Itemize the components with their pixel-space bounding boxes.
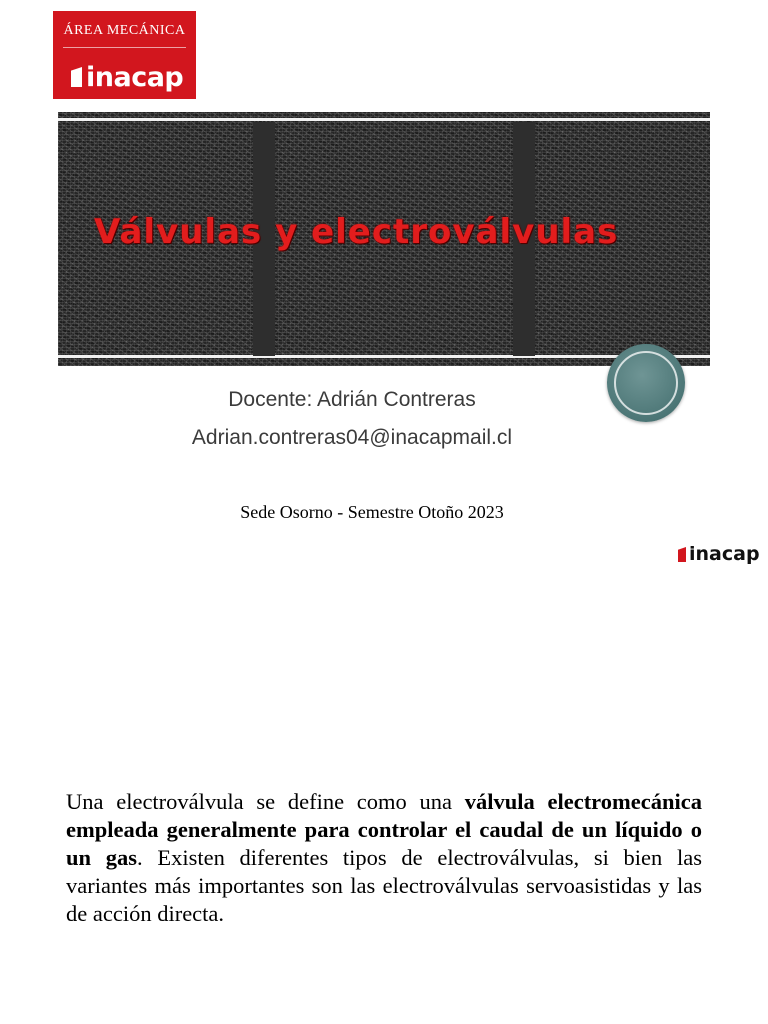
paragraph-bold-definition: válvula electromecánica empleada generalmente para controlar el caudal de un líquido o un gas <box>66 789 702 870</box>
campus-semester: Sede Osorno - Semestre Otoño 2023 <box>240 502 504 522</box>
inacap-mark-icon <box>71 67 82 87</box>
page-title: Válvulas y electroválvulas <box>94 212 619 252</box>
inacap-small-mark-icon <box>678 547 686 562</box>
small-logo-word: inacap <box>689 543 760 565</box>
paragraph-rest: . Existen diferentes tipos de electroválvulas, si bien las variantes más importantes son las electroválvulas servoasistidas y las de acción directa. <box>66 845 702 926</box>
title-banner <box>58 112 710 366</box>
logo-divider <box>63 47 186 48</box>
logo-brand-word: inacap <box>86 61 184 93</box>
paragraph-intro: Una electroválvula se define como una <box>66 789 465 814</box>
inacap-logo <box>71 61 183 93</box>
logo-area-label: ÁREA MECÁNICA <box>63 23 186 38</box>
inacap-small-logo <box>678 545 760 564</box>
area-mecanica-logo <box>53 11 196 99</box>
teacher-email: Adrian.contreras04@inacapmail.cl <box>191 426 513 449</box>
teacher-name: Docente: Adrián Contreras <box>228 388 476 411</box>
definition-paragraph <box>66 788 702 928</box>
banner-top-rule <box>58 118 710 121</box>
banner-bottom-rule <box>58 355 710 358</box>
